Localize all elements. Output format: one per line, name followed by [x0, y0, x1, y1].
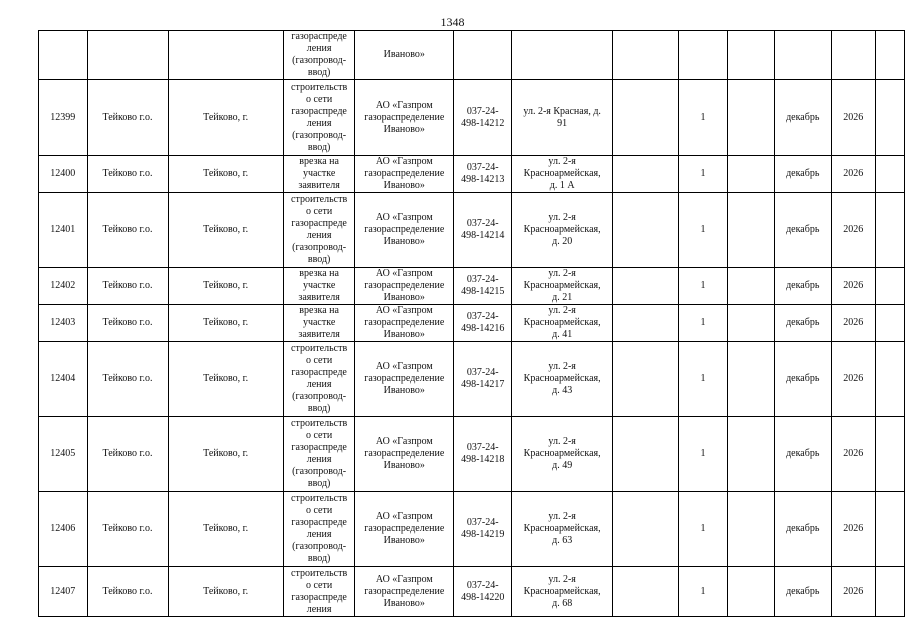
cell-id: 12401 — [39, 193, 88, 268]
cell-year: 2026 — [832, 80, 876, 156]
cell-work-type: строительств о сети газораспреде ления (газопровод- ввод) — [283, 417, 355, 492]
cell-empty-3 — [875, 492, 904, 567]
cell-count: 1 — [679, 492, 727, 567]
cell-month: декабрь — [774, 342, 832, 417]
cell-district: Тейково г.о. — [87, 268, 168, 305]
cell-month: декабрь — [774, 193, 832, 268]
cell-code — [454, 31, 512, 80]
cell-empty-2 — [727, 342, 774, 417]
cell-code: 037-24- 498-14213 — [454, 156, 512, 193]
cell-locality: Тейково, г. — [168, 567, 283, 617]
cell-address: ул. 2-я Красноармейская, д. 68 — [512, 567, 613, 617]
cell-empty-3 — [875, 80, 904, 156]
cell-organization: АО «Газпром газораспределение Иваново» — [355, 268, 454, 305]
cell-count: 1 — [679, 268, 727, 305]
cell-district: Тейково г.о. — [87, 342, 168, 417]
cell-empty-3 — [875, 342, 904, 417]
cell-address: ул. 2-я Красноармейская, д. 21 — [512, 268, 613, 305]
cell-empty-1 — [612, 342, 679, 417]
cell-locality: Тейково, г. — [168, 80, 283, 156]
cell-work-type: врезка на участке заявителя — [283, 156, 355, 193]
cell-year — [832, 31, 876, 80]
cell-month: декабрь — [774, 156, 832, 193]
cell-organization: АО «Газпром газораспределение Иваново» — [355, 156, 454, 193]
cell-id: 12405 — [39, 417, 88, 492]
cell-organization: Иваново» — [355, 31, 454, 80]
cell-district: Тейково г.о. — [87, 567, 168, 617]
cell-count: 1 — [679, 156, 727, 193]
cell-empty-1 — [612, 567, 679, 617]
cell-code: 037-24- 498-14217 — [454, 342, 512, 417]
cell-id: 12403 — [39, 305, 88, 342]
cell-code: 037-24- 498-14215 — [454, 268, 512, 305]
page-number: 1348 — [440, 15, 465, 29]
cell-address: ул. 2-я Красноармейская, д. 63 — [512, 492, 613, 567]
registry-table — [38, 30, 905, 617]
cell-empty-2 — [727, 156, 774, 193]
cell-code: 037-24- 498-14212 — [454, 80, 512, 156]
table-row — [39, 567, 905, 617]
cell-year: 2026 — [832, 342, 876, 417]
table-row — [39, 492, 905, 567]
table-row — [39, 305, 905, 342]
cell-count: 1 — [679, 193, 727, 268]
cell-empty-2 — [727, 193, 774, 268]
cell-empty-1 — [612, 268, 679, 305]
cell-empty-1 — [612, 305, 679, 342]
cell-code: 037-24- 498-14214 — [454, 193, 512, 268]
cell-empty-3 — [875, 567, 904, 617]
cell-month: декабрь — [774, 417, 832, 492]
cell-code: 037-24- 498-14220 — [454, 567, 512, 617]
cell-code: 037-24- 498-14219 — [454, 492, 512, 567]
cell-address: ул. 2-я Красноармейская, д. 41 — [512, 305, 613, 342]
cell-address: ул. 2-я Красноармейская, д. 49 — [512, 417, 613, 492]
cell-year: 2026 — [832, 268, 876, 305]
cell-organization: АО «Газпром газораспределение Иваново» — [355, 567, 454, 617]
cell-month: декабрь — [774, 268, 832, 305]
table-body — [39, 31, 905, 617]
cell-district — [87, 31, 168, 80]
cell-locality: Тейково, г. — [168, 342, 283, 417]
cell-empty-1 — [612, 417, 679, 492]
cell-locality: Тейково, г. — [168, 268, 283, 305]
cell-work-type: врезка на участке заявителя — [283, 305, 355, 342]
cell-id: 12402 — [39, 268, 88, 305]
cell-empty-2 — [727, 305, 774, 342]
cell-work-type: строительств о сети газораспреде ления — [283, 567, 355, 617]
cell-work-type: строительств о сети газораспреде ления (газопровод- ввод) — [283, 342, 355, 417]
table-row — [39, 193, 905, 268]
cell-month — [774, 31, 832, 80]
cell-locality: Тейково, г. — [168, 305, 283, 342]
cell-id: 12407 — [39, 567, 88, 617]
table-row — [39, 268, 905, 305]
cell-district: Тейково г.о. — [87, 80, 168, 156]
cell-empty-1 — [612, 193, 679, 268]
cell-district: Тейково г.о. — [87, 492, 168, 567]
cell-year: 2026 — [832, 567, 876, 617]
cell-month: декабрь — [774, 567, 832, 617]
cell-work-type: строительств о сети газораспреде ления (газопровод- ввод) — [283, 80, 355, 156]
cell-work-type: строительств о сети газораспреде ления (газопровод- ввод) — [283, 492, 355, 567]
table-row-continuation — [39, 31, 905, 80]
cell-organization: АО «Газпром газораспределение Иваново» — [355, 492, 454, 567]
cell-empty-2 — [727, 31, 774, 80]
cell-count — [679, 31, 727, 80]
cell-district: Тейково г.о. — [87, 156, 168, 193]
cell-address: ул. 2-я Красноармейская, д. 20 — [512, 193, 613, 268]
cell-empty-3 — [875, 268, 904, 305]
cell-code: 037-24- 498-14218 — [454, 417, 512, 492]
cell-empty-1 — [612, 492, 679, 567]
cell-empty-2 — [727, 268, 774, 305]
cell-organization: АО «Газпром газораспределение Иваново» — [355, 342, 454, 417]
cell-id: 12400 — [39, 156, 88, 193]
table-row — [39, 156, 905, 193]
cell-id: 12406 — [39, 492, 88, 567]
cell-locality: Тейково, г. — [168, 156, 283, 193]
cell-empty-2 — [727, 80, 774, 156]
cell-address: ул. 2-я Красная, д. 91 — [512, 80, 613, 156]
cell-address — [512, 31, 613, 80]
cell-organization: АО «Газпром газораспределение Иваново» — [355, 417, 454, 492]
cell-empty-2 — [727, 567, 774, 617]
cell-address: ул. 2-я Красноармейская, д. 43 — [512, 342, 613, 417]
cell-work-type: врезка на участке заявителя — [283, 268, 355, 305]
cell-empty-1 — [612, 156, 679, 193]
cell-count: 1 — [679, 567, 727, 617]
cell-work-type: строительств о сети газораспреде ления (газопровод- ввод) — [283, 193, 355, 268]
cell-empty-2 — [727, 492, 774, 567]
cell-locality — [168, 31, 283, 80]
cell-id: 12399 — [39, 80, 88, 156]
cell-count: 1 — [679, 342, 727, 417]
cell-empty-2 — [727, 417, 774, 492]
cell-empty-1 — [612, 80, 679, 156]
cell-month: декабрь — [774, 305, 832, 342]
cell-organization: АО «Газпром газораспределение Иваново» — [355, 305, 454, 342]
cell-work-type: газораспреде ления (газопровод- ввод) — [283, 31, 355, 80]
cell-empty-3 — [875, 305, 904, 342]
cell-month: декабрь — [774, 80, 832, 156]
table-row — [39, 342, 905, 417]
cell-district: Тейково г.о. — [87, 193, 168, 268]
cell-organization: АО «Газпром газораспределение Иваново» — [355, 193, 454, 268]
cell-empty-3 — [875, 156, 904, 193]
cell-district: Тейково г.о. — [87, 305, 168, 342]
cell-empty-1 — [612, 31, 679, 80]
cell-count: 1 — [679, 80, 727, 156]
table-row — [39, 80, 905, 156]
cell-count: 1 — [679, 305, 727, 342]
cell-district: Тейково г.о. — [87, 417, 168, 492]
cell-id: 12404 — [39, 342, 88, 417]
cell-address: ул. 2-я Красноармейская, д. 1 А — [512, 156, 613, 193]
cell-code: 037-24- 498-14216 — [454, 305, 512, 342]
cell-id — [39, 31, 88, 80]
cell-empty-3 — [875, 193, 904, 268]
cell-empty-3 — [875, 31, 904, 80]
cell-empty-3 — [875, 417, 904, 492]
cell-count: 1 — [679, 417, 727, 492]
cell-year: 2026 — [832, 193, 876, 268]
cell-month: декабрь — [774, 492, 832, 567]
cell-year: 2026 — [832, 156, 876, 193]
cell-year: 2026 — [832, 417, 876, 492]
cell-year: 2026 — [832, 305, 876, 342]
cell-locality: Тейково, г. — [168, 193, 283, 268]
cell-year: 2026 — [832, 492, 876, 567]
table-row — [39, 417, 905, 492]
cell-organization: АО «Газпром газораспределение Иваново» — [355, 80, 454, 156]
cell-locality: Тейково, г. — [168, 417, 283, 492]
cell-locality: Тейково, г. — [168, 492, 283, 567]
